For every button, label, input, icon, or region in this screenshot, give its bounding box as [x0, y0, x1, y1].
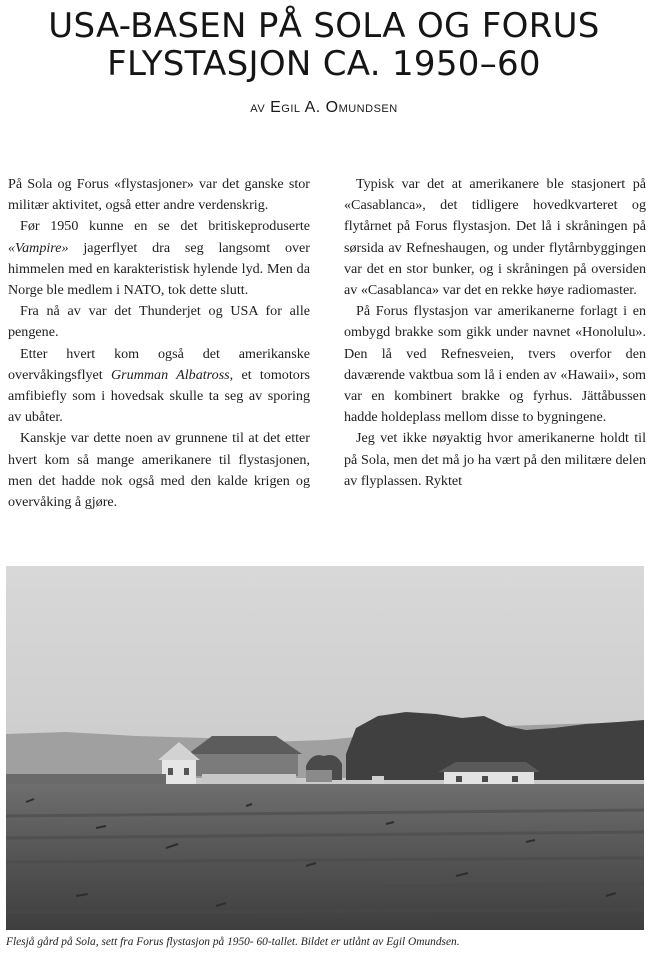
aircraft-name: «Vampire»: [8, 239, 69, 256]
article-title-line-2: FLYSTASJON CA. 1950–60: [107, 44, 541, 84]
photo-caption: Flesjå gård på Sola, sett fra Forus flystasjon på 1950- 60-tallet. Bildet er utlånt av Egil Omundsen.: [6, 936, 460, 948]
paragraph: Fra nå av var det Thunderjet og USA for alle pengene.: [8, 303, 310, 341]
barrack-window: [482, 776, 488, 782]
farm-house-window: [168, 768, 173, 775]
paragraph-text: , et tomotors amfibiefly som i hovedsak skulle ta seg av sporing av ubåter.: [8, 366, 310, 426]
body-column-left: [8, 174, 310, 513]
paragraph-text: jagerflyet dra seg langsomt over himmelen med en karakteristisk hylende lyd. Men da Norge ble medlem i NATO, tok dette slutt.: [8, 239, 310, 299]
farm-house-window: [184, 768, 189, 775]
article-title-line-1: USA-BASEN PÅ SOLA OG FORUS: [48, 6, 600, 46]
farm-barn: [192, 752, 298, 776]
barrack-window: [456, 776, 462, 782]
field: [6, 784, 644, 930]
paragraph: På Forus flystasjon var amerikanerne forlagt i en ombygd brakke som gikk under navnet «Honolulu». Den lå ved Refnesveien, tvers overfor den daværende vaktbua som lå i enden av «Hawaii», som var en kombinert brakke og fyrhus. Jättåbussen hadde holdeplass mellom disse to bygningene.: [344, 303, 646, 426]
paragraph: På Sola og Forus «flystasjoner» var det ganske stor militær aktivitet, også etter andre verdenskrig.: [8, 176, 310, 214]
paragraph: [8, 344, 310, 429]
paragraph: Typisk var det at amerikanere ble stasjonert på «Casablanca», det tidligere hovedkvarteret og flytårnet på Forus flystasjon. Det lå i skråningen på sørsida av Refneshaugen, og under flytårnbyggingen var det en stor bunker, og i skråningen på oversiden av «Casablanca» var det en rekke høye radiomaster.: [344, 176, 646, 299]
paragraph: Jeg vet ikke nøyaktig hvor amerikanerne holdt til på Sola, men det må jo ha vært på den militære delen av flyplassen. Ryktet: [344, 430, 646, 489]
author-byline: av Egil A. Omundsen: [250, 99, 398, 116]
paragraph-text: Før 1950 kunne en se det britiskeproduserte: [20, 218, 310, 235]
paragraph-text: Etter hvert kom også det amerikanske overvåkingsflyet: [8, 345, 310, 383]
paragraph: [8, 216, 310, 301]
outbuilding: [306, 770, 332, 782]
body-column-right: [344, 174, 646, 492]
paragraph: Kanskje var dette noen av grunnene til at det etter hvert kom så mange amerikanere til flystasjonen, men det hadde nok også med den kalde krigen og overvåking å gjøre.: [8, 430, 310, 511]
small-shed: [372, 776, 384, 785]
aircraft-name: Grumman Albatross: [110, 366, 230, 383]
barrack-window: [512, 776, 518, 782]
farm-photograph: [6, 566, 644, 930]
